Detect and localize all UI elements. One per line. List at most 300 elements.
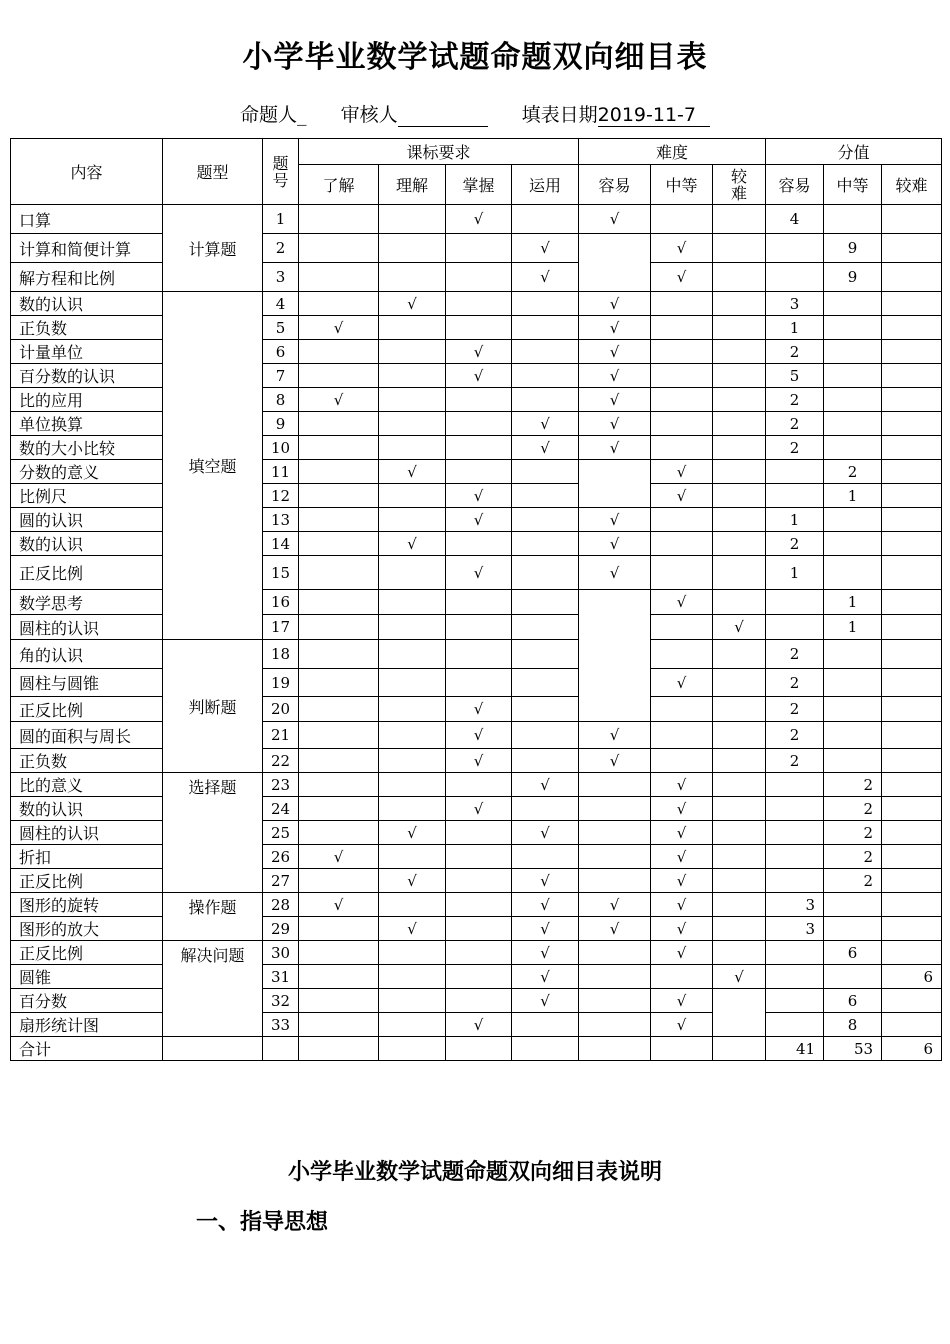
- score-medium: 2: [824, 869, 882, 893]
- row-content: 数的认识: [11, 292, 163, 316]
- row-number: 29: [263, 917, 299, 941]
- dif-mark-hard: [713, 917, 766, 941]
- score-hard: [882, 869, 942, 893]
- document-title: 小学毕业数学试题命题双向细目表: [242, 40, 708, 75]
- score-easy: [766, 263, 824, 292]
- row-content: 正负数: [11, 749, 163, 773]
- std-mark-4: √: [512, 234, 579, 263]
- header-score-3: 较难: [882, 165, 942, 205]
- dif-mark-easy: √: [579, 388, 651, 412]
- std-mark-3: [446, 532, 512, 556]
- std-mark-1: [299, 460, 379, 484]
- std-mark-4: [512, 1013, 579, 1037]
- dif-mark-hard: √: [713, 615, 766, 640]
- dif-mark-hard: [713, 412, 766, 436]
- dif-mark-medium: √: [651, 1013, 713, 1037]
- dif-mark-easy: √: [579, 722, 651, 749]
- score-hard: [882, 340, 942, 364]
- std-mark-4: [512, 316, 579, 340]
- score-medium: [824, 412, 882, 436]
- dif-mark-hard: [713, 941, 766, 965]
- dif-mark-easy: [579, 869, 651, 893]
- row-number: 3: [263, 263, 299, 292]
- score-hard: [882, 590, 942, 615]
- table-row: [11, 722, 942, 749]
- dif-mark-easy: [579, 590, 651, 722]
- score-medium: 2: [824, 797, 882, 821]
- row-content: 正反比例: [11, 869, 163, 893]
- std-mark-3: √: [446, 797, 512, 821]
- score-easy: [766, 484, 824, 508]
- dif-mark-easy: [579, 234, 651, 292]
- table-row: [11, 484, 942, 508]
- std-mark-2: [379, 205, 446, 234]
- std-mark-4: √: [512, 436, 579, 460]
- std-mark-3: [446, 316, 512, 340]
- row-content: 数的认识: [11, 797, 163, 821]
- row-content: 折扣: [11, 845, 163, 869]
- header-type: 题型: [163, 139, 263, 205]
- row-content: 正负数: [11, 316, 163, 340]
- score-medium: [824, 340, 882, 364]
- table-row: [11, 917, 942, 941]
- row-content: 角的认识: [11, 640, 163, 669]
- row-number: 8: [263, 388, 299, 412]
- row-number: 5: [263, 316, 299, 340]
- std-mark-3: √: [446, 484, 512, 508]
- std-mark-4: √: [512, 869, 579, 893]
- score-medium: [824, 508, 882, 532]
- score-easy: [766, 590, 824, 615]
- row-type: 计算题: [163, 205, 263, 292]
- std-mark-4: [512, 532, 579, 556]
- std-mark-4: √: [512, 821, 579, 845]
- std-mark-1: [299, 590, 379, 615]
- header-difficulty: 难度: [579, 139, 766, 165]
- score-easy: [766, 965, 824, 989]
- row-content: 图形的旋转: [11, 893, 163, 917]
- dif-mark-hard: [713, 532, 766, 556]
- score-hard: [882, 917, 942, 941]
- header-standards: 课标要求: [299, 139, 579, 165]
- dif-mark-easy: [579, 845, 651, 869]
- score-medium: 1: [824, 615, 882, 640]
- std-mark-4: [512, 797, 579, 821]
- score-easy: 2: [766, 640, 824, 669]
- row-number: 30: [263, 941, 299, 965]
- score-medium: [824, 292, 882, 316]
- row-number: 26: [263, 845, 299, 869]
- std-mark-2: √: [379, 869, 446, 893]
- score-hard: [882, 893, 942, 917]
- dif-mark-easy: √: [579, 749, 651, 773]
- std-mark-3: [446, 292, 512, 316]
- header-dif-2: 中等: [651, 165, 713, 205]
- dif-mark-medium: [651, 364, 713, 388]
- row-number: 4: [263, 292, 299, 316]
- table-row: [11, 234, 942, 263]
- row-content: 口算: [11, 205, 163, 234]
- score-medium: [824, 205, 882, 234]
- std-mark-1: [299, 436, 379, 460]
- score-easy: 2: [766, 722, 824, 749]
- dif-mark-medium: √: [651, 869, 713, 893]
- std-mark-3: [446, 965, 512, 989]
- score-medium: 9: [824, 234, 882, 263]
- score-easy: 2: [766, 412, 824, 436]
- score-medium: [824, 917, 882, 941]
- score-medium: [824, 749, 882, 773]
- row-content: 解方程和比例: [11, 263, 163, 292]
- table-row: [11, 364, 942, 388]
- std-mark-3: [446, 615, 512, 640]
- std-mark-3: [446, 821, 512, 845]
- reviewer-blank: [398, 106, 488, 127]
- dif-mark-easy: [579, 989, 651, 1013]
- row-content: 比的应用: [11, 388, 163, 412]
- std-mark-1: [299, 965, 379, 989]
- row-number: 15: [263, 556, 299, 590]
- std-mark-4: √: [512, 965, 579, 989]
- score-medium: [824, 556, 882, 590]
- std-mark-2: [379, 893, 446, 917]
- dif-mark-easy: √: [579, 364, 651, 388]
- std-mark-2: √: [379, 532, 446, 556]
- row-content: 数学思考: [11, 590, 163, 615]
- std-mark-4: √: [512, 917, 579, 941]
- row-number: 21: [263, 722, 299, 749]
- header-vertical-text: 较 难: [731, 166, 748, 203]
- header-std-4: 运用: [512, 165, 579, 205]
- dif-mark-hard: [713, 340, 766, 364]
- std-mark-1: [299, 917, 379, 941]
- std-mark-3: [446, 640, 512, 669]
- header-score-2: 中等: [824, 165, 882, 205]
- form-meta: [0, 100, 950, 127]
- score-hard: [882, 508, 942, 532]
- row-number: 22: [263, 749, 299, 773]
- total-empty-cell: [651, 1037, 713, 1061]
- score-easy: [766, 773, 824, 797]
- dif-mark-medium: √: [651, 234, 713, 263]
- std-mark-4: [512, 590, 579, 615]
- header-score-1: 容易: [766, 165, 824, 205]
- dif-mark-hard: [713, 845, 766, 869]
- std-mark-4: √: [512, 989, 579, 1013]
- score-hard: [882, 364, 942, 388]
- std-mark-3: [446, 869, 512, 893]
- std-mark-2: √: [379, 917, 446, 941]
- dif-mark-hard: [713, 292, 766, 316]
- dif-mark-hard: √: [713, 965, 766, 989]
- std-mark-1: [299, 364, 379, 388]
- score-hard: [882, 941, 942, 965]
- total-empty-cell: [263, 1037, 299, 1061]
- score-easy: [766, 941, 824, 965]
- row-type: 操作题: [163, 893, 263, 941]
- table-row: [11, 965, 942, 989]
- row-number: 13: [263, 508, 299, 532]
- dif-mark-medium: √: [651, 797, 713, 821]
- score-hard: [882, 484, 942, 508]
- std-mark-1: [299, 508, 379, 532]
- dif-mark-medium: √: [651, 893, 713, 917]
- std-mark-2: [379, 484, 446, 508]
- total-row: [11, 1037, 942, 1061]
- dif-mark-medium: [651, 749, 713, 773]
- row-number: 23: [263, 773, 299, 797]
- score-hard: [882, 749, 942, 773]
- std-mark-4: √: [512, 263, 579, 292]
- std-mark-4: [512, 205, 579, 234]
- row-number: 6: [263, 340, 299, 364]
- score-easy: 2: [766, 388, 824, 412]
- std-mark-4: [512, 845, 579, 869]
- score-hard: 6: [882, 965, 942, 989]
- score-easy: 2: [766, 436, 824, 460]
- table-row: [11, 669, 942, 697]
- score-easy: [766, 615, 824, 640]
- score-medium: [824, 722, 882, 749]
- dif-mark-hard: [713, 388, 766, 412]
- score-easy: [766, 869, 824, 893]
- std-mark-4: [512, 508, 579, 532]
- header-num: [263, 139, 299, 205]
- header-vertical-text: 题 号: [272, 153, 289, 190]
- row-content: 圆的认识: [11, 508, 163, 532]
- std-mark-2: [379, 590, 446, 615]
- score-medium: 1: [824, 484, 882, 508]
- std-mark-3: √: [446, 556, 512, 590]
- std-mark-4: [512, 364, 579, 388]
- dif-mark-medium: √: [651, 845, 713, 869]
- row-content: 单位换算: [11, 412, 163, 436]
- row-number: 28: [263, 893, 299, 917]
- std-mark-1: [299, 697, 379, 722]
- score-medium: 2: [824, 460, 882, 484]
- row-content: 扇形统计图: [11, 1013, 163, 1037]
- row-number: 32: [263, 989, 299, 1013]
- score-easy: 3: [766, 292, 824, 316]
- std-mark-4: [512, 556, 579, 590]
- dif-mark-medium: √: [651, 773, 713, 797]
- std-mark-2: √: [379, 821, 446, 845]
- table-row: [11, 697, 942, 722]
- dif-mark-medium: [651, 697, 713, 722]
- dif-mark-hard: [713, 508, 766, 532]
- row-number: 2: [263, 234, 299, 263]
- std-mark-1: [299, 292, 379, 316]
- table-row: [11, 821, 942, 845]
- dif-mark-hard: [713, 773, 766, 797]
- row-number: 18: [263, 640, 299, 669]
- std-mark-3: [446, 234, 512, 263]
- dif-mark-hard: [713, 364, 766, 388]
- score-medium: 6: [824, 941, 882, 965]
- score-easy: 1: [766, 316, 824, 340]
- std-mark-4: [512, 292, 579, 316]
- score-medium: 2: [824, 821, 882, 845]
- dif-mark-medium: √: [651, 460, 713, 484]
- score-hard: [882, 640, 942, 669]
- total-score-2: 53: [824, 1037, 882, 1061]
- score-easy: [766, 845, 824, 869]
- table-row: [11, 797, 942, 821]
- row-content: 百分数的认识: [11, 364, 163, 388]
- std-mark-4: √: [512, 412, 579, 436]
- std-mark-3: [446, 412, 512, 436]
- std-mark-1: [299, 263, 379, 292]
- table-row: [11, 615, 942, 640]
- table-row: [11, 436, 942, 460]
- score-easy: [766, 1013, 824, 1037]
- std-mark-3: [446, 989, 512, 1013]
- std-mark-4: [512, 749, 579, 773]
- table-row: [11, 263, 942, 292]
- std-mark-1: [299, 821, 379, 845]
- dif-mark-easy: [579, 773, 651, 797]
- table-row: [11, 412, 942, 436]
- row-type: 填空题: [163, 292, 263, 640]
- std-mark-1: √: [299, 388, 379, 412]
- header-content: 内容: [11, 139, 163, 205]
- dif-mark-hard: [713, 484, 766, 508]
- table-row: [11, 893, 942, 917]
- std-mark-2: [379, 556, 446, 590]
- score-hard: [882, 773, 942, 797]
- score-easy: 4: [766, 205, 824, 234]
- dif-mark-medium: √: [651, 821, 713, 845]
- std-mark-3: √: [446, 697, 512, 722]
- score-easy: 2: [766, 532, 824, 556]
- row-number: 19: [263, 669, 299, 697]
- table-row: [11, 388, 942, 412]
- score-medium: [824, 893, 882, 917]
- row-number: 9: [263, 412, 299, 436]
- table-row: [11, 869, 942, 893]
- std-mark-2: [379, 508, 446, 532]
- std-mark-2: [379, 697, 446, 722]
- dif-mark-hard: [713, 797, 766, 821]
- dif-mark-medium: √: [651, 263, 713, 292]
- table-row: [11, 590, 942, 615]
- header-std-2: 理解: [379, 165, 446, 205]
- dif-mark-medium: √: [651, 989, 713, 1013]
- dif-mark-easy: √: [579, 917, 651, 941]
- std-mark-2: [379, 797, 446, 821]
- dif-mark-hard: [713, 669, 766, 697]
- std-mark-1: [299, 532, 379, 556]
- dif-mark-easy: [579, 965, 651, 989]
- std-mark-1: [299, 412, 379, 436]
- dif-mark-easy: [579, 797, 651, 821]
- row-number: 31: [263, 965, 299, 989]
- std-mark-2: [379, 436, 446, 460]
- row-content: 正反比例: [11, 556, 163, 590]
- score-easy: [766, 821, 824, 845]
- dif-mark-medium: [651, 205, 713, 234]
- row-content: 圆的面积与周长: [11, 722, 163, 749]
- dif-mark-easy: √: [579, 412, 651, 436]
- dif-mark-easy: √: [579, 532, 651, 556]
- std-mark-2: [379, 364, 446, 388]
- row-number: 16: [263, 590, 299, 615]
- score-easy: [766, 797, 824, 821]
- score-easy: [766, 989, 824, 1013]
- table-row: [11, 532, 942, 556]
- row-type: 判断题: [163, 640, 263, 773]
- dif-mark-medium: [651, 556, 713, 590]
- std-mark-1: √: [299, 845, 379, 869]
- dif-mark-easy: √: [579, 205, 651, 234]
- std-mark-4: [512, 669, 579, 697]
- header-std-1: 了解: [299, 165, 379, 205]
- score-medium: [824, 640, 882, 669]
- std-mark-3: √: [446, 508, 512, 532]
- score-hard: [882, 205, 942, 234]
- std-mark-2: [379, 749, 446, 773]
- date-value: 2019-11-7: [598, 104, 710, 127]
- score-hard: [882, 821, 942, 845]
- header-dif-3: [713, 165, 766, 205]
- std-mark-3: [446, 460, 512, 484]
- table-row: [11, 845, 942, 869]
- std-mark-4: [512, 615, 579, 640]
- dif-mark-easy: [579, 1013, 651, 1037]
- score-hard: [882, 989, 942, 1013]
- std-mark-3: [446, 590, 512, 615]
- score-easy: 3: [766, 917, 824, 941]
- row-content: 比的意义: [11, 773, 163, 797]
- total-empty-cell: [446, 1037, 512, 1061]
- std-mark-3: [446, 917, 512, 941]
- score-easy: [766, 460, 824, 484]
- dif-mark-hard: [713, 590, 766, 615]
- score-hard: [882, 460, 942, 484]
- row-content: 正反比例: [11, 697, 163, 722]
- std-mark-3: [446, 388, 512, 412]
- std-mark-1: [299, 749, 379, 773]
- dif-mark-hard: [713, 556, 766, 590]
- dif-mark-medium: [651, 532, 713, 556]
- dif-mark-medium: √: [651, 590, 713, 615]
- table-row: [11, 941, 942, 965]
- specification-table: [10, 138, 942, 1061]
- dif-mark-medium: [651, 640, 713, 669]
- total-empty-cell: [579, 1037, 651, 1061]
- dif-mark-medium: [651, 436, 713, 460]
- dif-mark-medium: √: [651, 917, 713, 941]
- header-dif-1: 容易: [579, 165, 651, 205]
- row-content: 比例尺: [11, 484, 163, 508]
- table-row: [11, 773, 942, 797]
- row-number: 17: [263, 615, 299, 640]
- dif-mark-medium: [651, 965, 713, 989]
- std-mark-2: [379, 340, 446, 364]
- dif-mark-hard: [713, 989, 766, 1037]
- dif-mark-medium: [651, 388, 713, 412]
- std-mark-1: [299, 340, 379, 364]
- total-empty-cell: [379, 1037, 446, 1061]
- dif-mark-hard: [713, 722, 766, 749]
- table-row: [11, 316, 942, 340]
- std-mark-1: [299, 640, 379, 669]
- std-mark-2: [379, 941, 446, 965]
- score-medium: 1: [824, 590, 882, 615]
- score-hard: [882, 697, 942, 722]
- score-hard: [882, 669, 942, 697]
- score-easy: 2: [766, 697, 824, 722]
